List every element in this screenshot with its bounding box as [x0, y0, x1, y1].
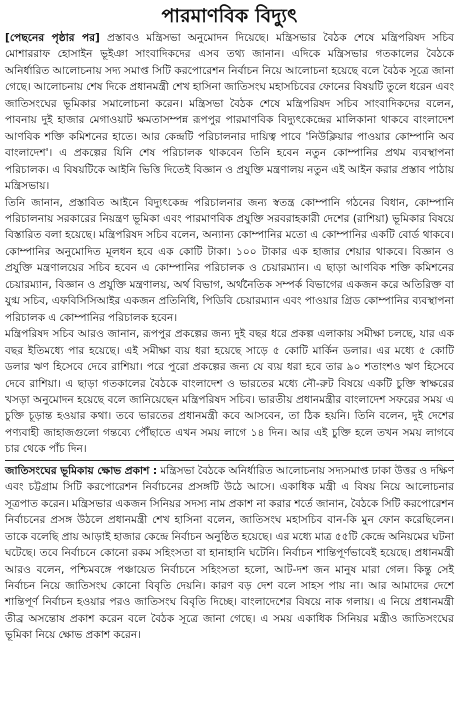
- paragraph-2-text: তিনি জানান, প্রস্তাবিত আইনে বিদ্যুৎকেন্দ্র পরিচালনার জন্য স্বতন্ত্র কোম্পানি গঠনের বিধান, কোম্পানি পরিচালনায় সরকারের নিয়ন্ত্রণ ভূমিকা এবং পারমাণবিক প্রযুক্তি সরবরাহকারী দেশের (রাশিয়া) ভূমিকার বিষয়ে বিস্তারিত বলা হয়েছে। মন্ত্রিপরিষদ সচিব বলেন, অন্যান্য কোম্পানির মতো এ কোম্পানির একটি বোর্ড থাকবে। কোম্পানির অনুমোদিত মূলধন হবে এক কোটি টাকা। ১০০ টাকার এক হাজার শেয়ার থাকবে। বিজ্ঞান ও প্রযুক্তি মন্ত্রণালয়ের সচিব হবেন এ কোম্পানির পরিচালক ও চেয়ারম্যান। এ ছাড়া আণবিক শক্তি কমিশনের চেয়ারম্যান, বিজ্ঞান ও প্রযুক্তি মন্ত্রণালয়, অর্থ বিভাগ, অর্থনৈতিক সম্পর্ক বিভাগের একজন করে অতিরিক্ত বা যুগ্ম সচিব, এফবিসিসিআইর একজন প্রতিনিধি, পিডিবি চেয়ারম্যান এবং পাওয়ার গ্রিড কোম্পানির ব্যবস্থাপনা পরিচালক এ কোম্পানির পরিচালক হবেন।: [5, 196, 454, 324]
- paragraph-4: [5, 463, 454, 644]
- paragraph-1: [5, 30, 454, 195]
- article-body: [5, 30, 454, 644]
- paragraph-3: [5, 326, 454, 458]
- paragraph-4-text: মন্ত্রিসভা বৈঠকে অনির্ধারিত আলোচনায় সদ্যসমাপ্ত ঢাকা উত্তর ও দক্ষিণ এবং চট্টগ্রাম সিটি করপোরেশন নির্বাচনের প্রসঙ্গটি উঠে আসে। একাধিক মন্ত্রী এ বিষয় নিয়ে আলোচনার সূত্রপাত করেন। মন্ত্রিসভার একজন সিনিয়র সদস্য নাম প্রকাশ না করার শর্তে জানান, বৈঠকে সিটি করপোরেশন নির্বাচনের প্রসঙ্গ উঠলে প্রধানমন্ত্রী শেখ হাসিনা বলেন, জাতিসংঘ মহাসচিব বান-কি মুন ফোন করেছিলেন। তাকে বলেছি প্রায় আড়াই হাজার কেন্দ্রে নির্বাচন অনুষ্ঠিত হয়েছে। এর মধ্যে মাত্র ৫৫টি কেন্দ্রে অনিয়মের ঘটনা ঘটেছে। তবে নির্বাচনে কোনো রকম সহিংসতা বা হানাহানি ঘটেনি। নির্বাচন শান্তিপূর্ণভাবেই হয়েছে। প্রধানমন্ত্রী আরও বলেন, পশ্চিমবঙ্গে পঞ্চায়েত নির্বাচনে সহিংসতা হলো, আট-দশ জন মানুষ মারা গেল। কিন্তু সেই নির্বাচন নিয়ে জাতিসংঘ কোনো বিবৃতি দেয়নি। কারণ বড় দেশ বলে সাহস পায় না। আর আমাদের দেশে শান্তিপূর্ণ নির্বাচন হওয়ার পরও জাতিসংঘ বিবৃতি দিচ্ছে। বাংলাদেশের বিষয়ে নাক গলায়। এ নিয়ে প্রধানমন্ত্রী তীব্র অসন্তোষ প্রকাশ করেন বলে বৈঠক সূত্রে জানা গেছে। এ সময় একাধিক সিনিয়র মন্ত্রীও জাতিসংঘের ভূমিকা নিয়ে ক্ষোভ প্রকাশ করেন।: [5, 464, 454, 642]
- paragraph-2: [5, 195, 454, 327]
- headline: পারমাণবিক বিদ্যুৎ: [161, 5, 298, 27]
- section-heading: জাতিসংঘের ভূমিকায় ক্ষোভ প্রকাশ :: [5, 464, 158, 477]
- paragraph-1-text: প্রস্তাবও মন্ত্রিসভা অনুমোদন দিয়েছে। মন্ত্রিসভার বৈঠক শেষে মন্ত্রিপরিষদ সচিব মোশাররাফ হোসাইন ভূইঞা সাংবাদিকদের এসব তথ্য জানান। এদিকে মন্ত্রিসভার গতকালের বৈঠকে অনির্ধারিত আলোচনায় সদ্য সমাপ্ত সিটি করপোরেশন নির্বাচন নিয়ে আলোচনা হয়েছে বলে বৈঠক সূত্রে জানা গেছে। আলোচনায় শেষ দিকে প্রধানমন্ত্রী শেখ হাসিনা জাতিসংঘ মহাসচিবের ফোনের বিষয়টি তুলে ধরেন এবং জাতিসংঘের ভূমিকার সমালোচনা করেন। মন্ত্রিসভা বৈঠক শেষে মন্ত্রিপরিষদ সচিব সাংবাদিকদের বলেন, পাবনায় দুই হাজার মেগাওয়াট ক্ষমতাসম্পন্ন রূপপুর পারমাণবিক বিদ্যুৎকেন্দ্রের মালিকানা থাকবে বাংলাদেশ আণবিক শক্তি কমিশনের হাতে। আর কেন্দ্রটি পরিচালনার দায়িত্ব পাবে 'নিউক্লিয়ার পাওয়ার কোম্পানি অব বাংলাদেশ'। এ প্রকল্পের যিনি শেষ পরিচালক থাকবেন তিনি হবেন নতুন কোম্পানির প্রথম ব্যবস্থাপনা পরিচালক। এ বিষয়টিকে আইনি ভিত্তি দিতেই বিজ্ঞান ও প্রযুক্তি মন্ত্রণালয় নতুন এই আইন করার প্রস্তাব পাঠায় মন্ত্রিসভায়।: [5, 32, 454, 193]
- continued-from-back-page-tag: [পেছনের পৃষ্ঠার পর]: [5, 32, 100, 44]
- paragraph-3-text: মন্ত্রিপরিষদ সচিব আরও জানান, রূপপুর প্রকল্পের জন্য দুই বছর ধরে প্রকল্প এলাকায় সমীক্ষা চলছে, যার এক বছর ইতিমধ্যে পার হয়েছে। এই সমীক্ষা ব্যয় ধরা হয়েছে সাড়ে ৫ কোটি মার্কিন ডলার। এর মধ্যে ৫ কোটি ডলার ঋণ হিসেবে দেবে রাশিয়া। পরে পুরো প্রকল্পের জন্য যে ব্যয় ধরা হবে তার ৯০ শতাংশও ঋণ হিসেবে দেবে রাশিয়া। এ ছাড়া গতকালের বৈঠকে বাংলাদেশ ও ভারতের মধ্যে নৌ-রুট বিষয়ে একটি চুক্তি স্বাক্ষরের খসড়া অনুমোদন হয়েছে বলে জানিয়েছেন মন্ত্রিপরিষদ সচিব। ভারতীয় প্রধানমন্ত্রীর বাংলাদেশ সফরের সময় এ চুক্তি চূড়ান্ত হওয়ার কথা। তবে ভারতের প্রধানমন্ত্রী কবে আসবেন, তা ঠিক হয়নি। তিনি বলেন, দুই দেশের পণ্যবাহী জাহাজগুলো গন্তব্যে পৌঁছাতে এখন সময় লাগে ১৪ দিন। আর এই চুক্তি হলে তখন সময় লাগবে চার থেকে পাঁচ দিন।: [5, 328, 454, 456]
- section-divider: [5, 460, 454, 461]
